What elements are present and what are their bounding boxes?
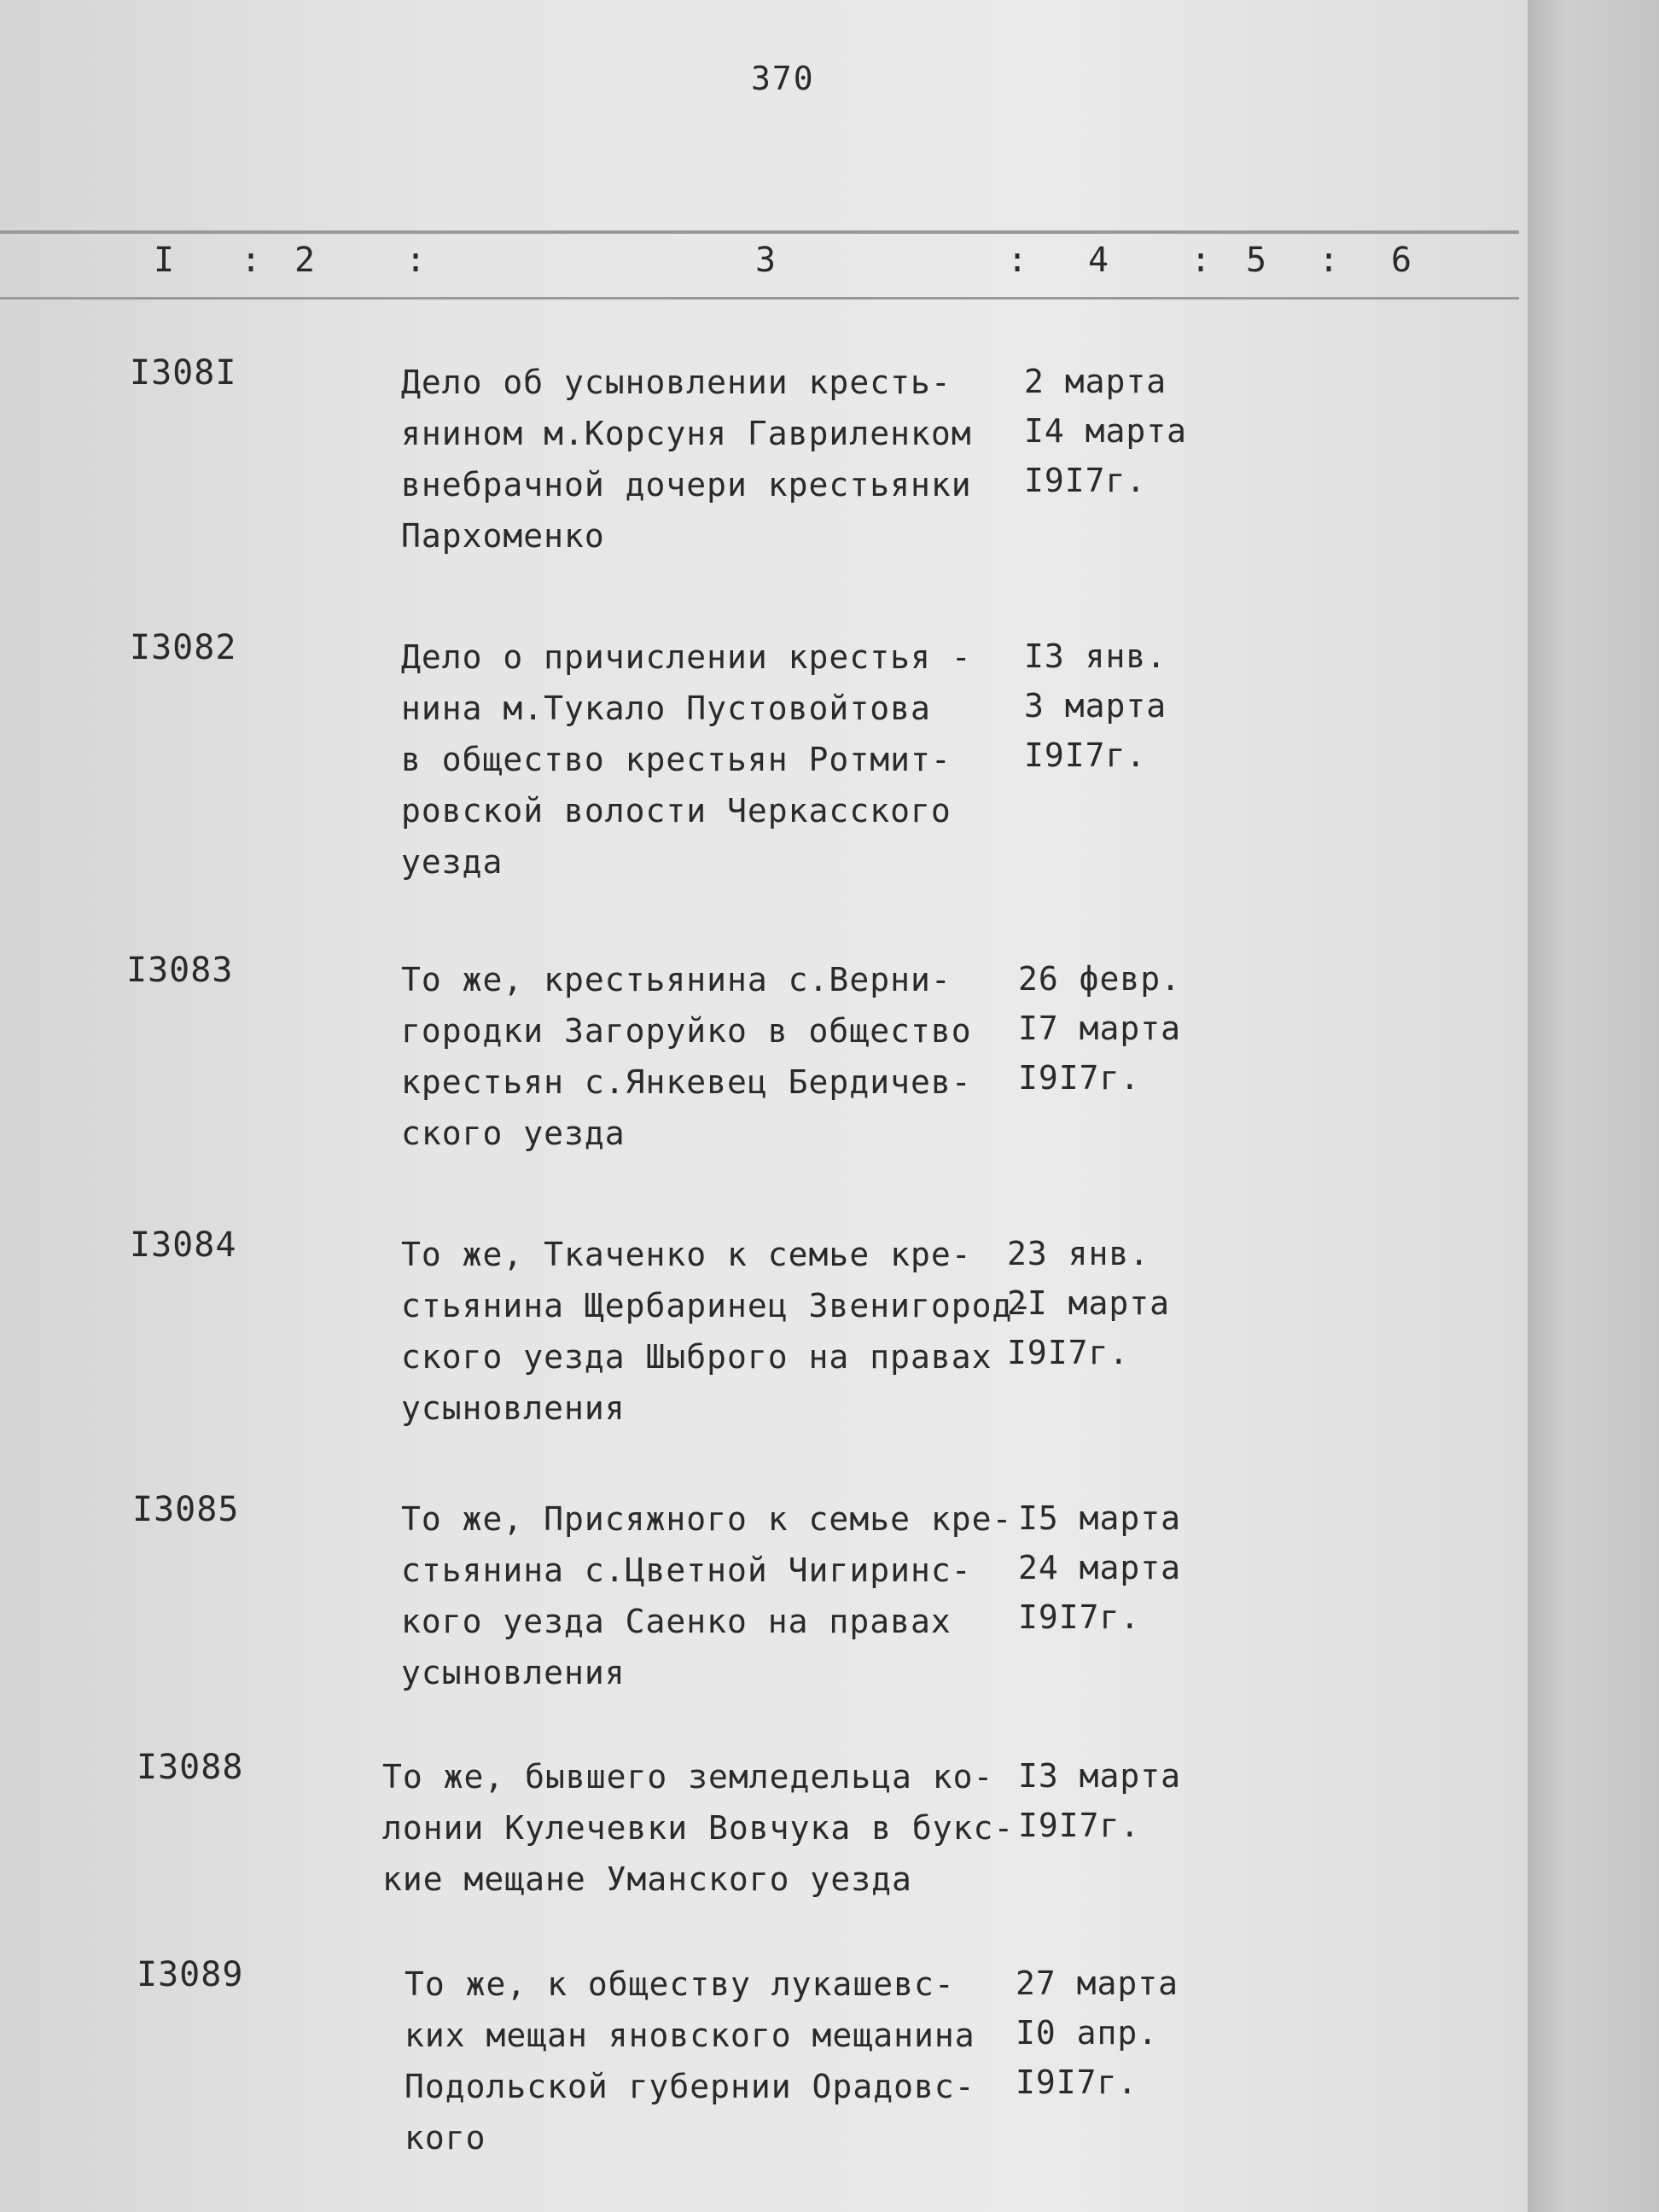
- column-header-1: I: [154, 241, 175, 280]
- column-separator: :: [1190, 241, 1212, 280]
- entry-dates: I3 янв. 3 марта I9I7г.: [1024, 637, 1167, 774]
- entry-dates: 23 янв. 2I марта I9I7г.: [1007, 1235, 1171, 1371]
- entry-id: I3082: [130, 628, 237, 667]
- column-header-5: 5: [1246, 241, 1267, 280]
- entry-description: То же, крестьянина с.Верни- городки Загоруйко в общество крестьян с.Янкевец Бердичев- ского уезда: [401, 961, 972, 1152]
- entry-description: Дело о причислении крестья - нина м.Тукало Пустовойтова в общество крестьян Ротмит- ровской волости Черкасского уезда: [401, 638, 972, 881]
- column-header-2: 2: [294, 241, 316, 280]
- entry-description: То же, к обществу лукашевс- ких мещан яновского мещанина Подольской губернии Орадовс- кого: [405, 1965, 975, 2157]
- entry-dates: 26 февр. I7 марта I9I7г.: [1018, 960, 1182, 1097]
- header-rule-bottom: [0, 297, 1519, 300]
- entry-dates: 2 марта I4 марта I9I7г.: [1024, 363, 1188, 499]
- page-edge-shadow: [1528, 0, 1659, 2212]
- header-rule-top: [0, 230, 1519, 234]
- column-separator: :: [241, 241, 262, 280]
- entry-id: I3089: [137, 1955, 244, 1994]
- column-separator: :: [1318, 241, 1340, 280]
- entry-id: I308I: [130, 353, 237, 393]
- entry-description: Дело об усыновлении кресть- янином м.Корсуня Гавриленком внебрачной дочери крестьянки Пархоменко: [401, 364, 972, 555]
- entry-dates: I3 марта I9I7г.: [1018, 1757, 1182, 1844]
- page-number: 370: [751, 60, 815, 97]
- entry-id: I3083: [126, 951, 234, 990]
- column-header-6: 6: [1391, 241, 1412, 280]
- entry-id: I3088: [137, 1748, 244, 1787]
- column-separator: :: [405, 241, 427, 280]
- entry-dates: 27 марта I0 апр. I9I7г.: [1016, 1965, 1179, 2101]
- entry-id: I3085: [132, 1490, 240, 1529]
- entry-id: I3084: [130, 1225, 237, 1265]
- entry-description: То же, Присяжного к семье кре- стьянина с.Цветной Чигиринс- кого уезда Саенко на правах усыновления: [401, 1500, 1013, 1691]
- entry-description: То же, бывшего земледельца ко- лонии Кулечевки Вовчука в букс- кие мещане Уманского уезда: [382, 1758, 1015, 1898]
- column-header-4: 4: [1088, 241, 1109, 280]
- column-separator: :: [1007, 241, 1028, 280]
- entry-dates: I5 марта 24 марта I9I7г.: [1018, 1499, 1182, 1636]
- entry-description: То же, Ткаченко к семье кре- стьянина Щербаринец Звенигород- ского уезда Шыброго на правах усыновления: [401, 1236, 1033, 1427]
- column-header-3: 3: [755, 241, 777, 280]
